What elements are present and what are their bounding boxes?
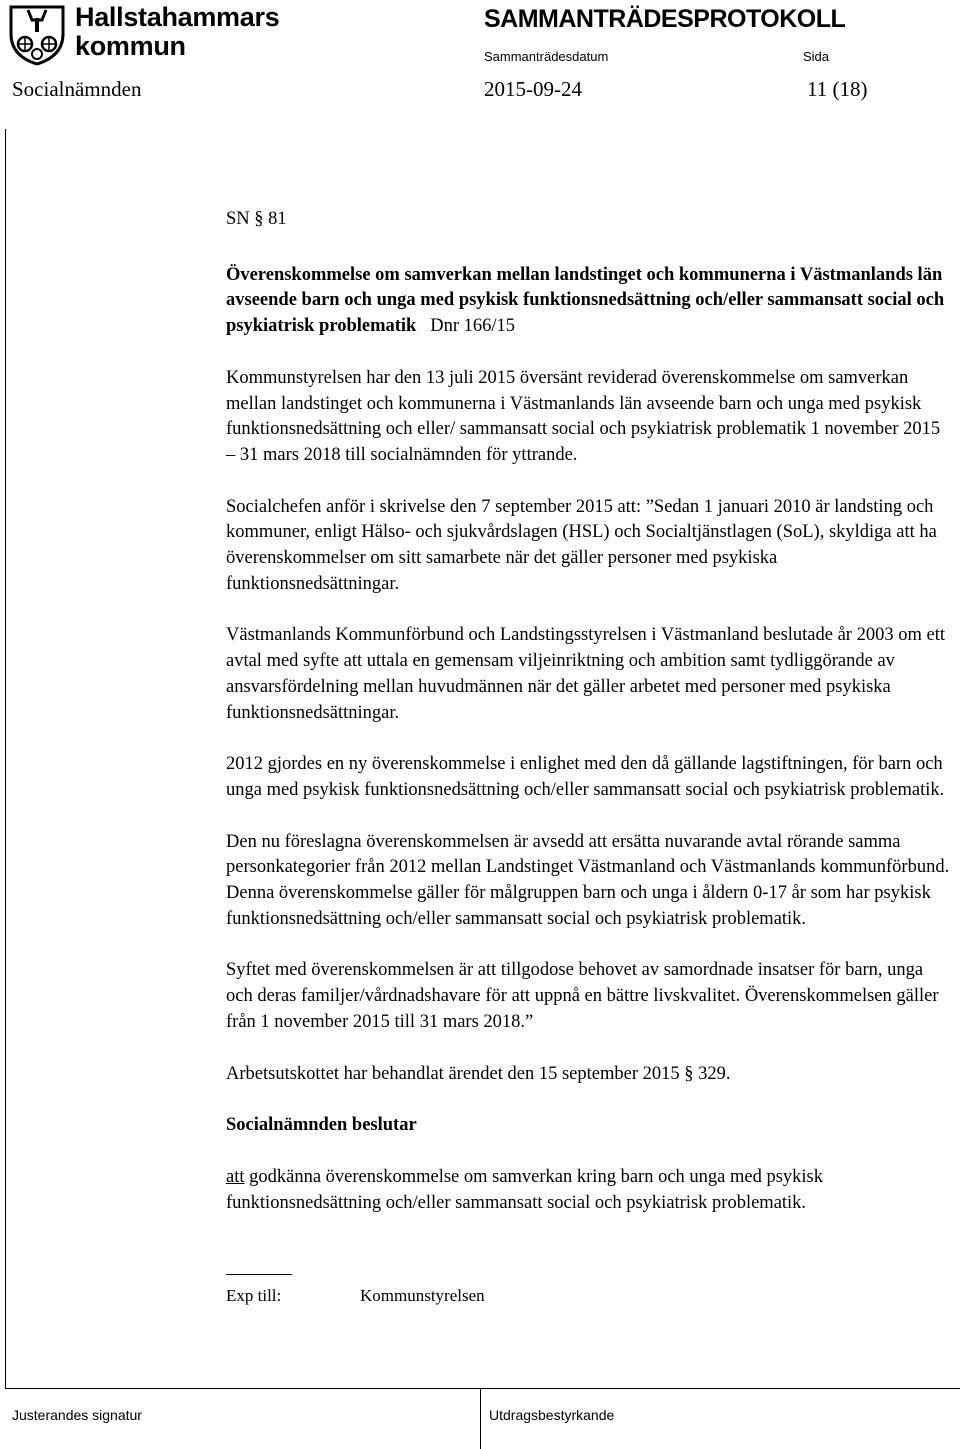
- meeting-date: 2015-09-24: [484, 77, 582, 101]
- committee-name: Socialnämnden: [12, 77, 142, 101]
- paragraph: Socialchefen anför i skrivelse den 7 september 2015 att: ”Sedan 1 januari 2010 är landsting och kommuner, enligt Hälso- och sjukvårdslagen (HSL) och Socialtjänstlagen (SoL), skyldiga att ha överenskommelser om sitt samarbete när det gäller personer med psykiska funktionsnedsättningar.: [226, 496, 937, 594]
- decision-text: [226, 1165, 954, 1216]
- left-margin-rule: [5, 129, 6, 1389]
- distribution-recipient: Kommunstyrelsen: [360, 1286, 485, 1306]
- distribution-list: [226, 1274, 954, 1309]
- document-title: SAMMANTRÄDESPROTOKOLL: [484, 5, 846, 33]
- signature-label: Justerandes signatur: [12, 1407, 142, 1423]
- organization-name-line2: kommun: [75, 31, 186, 61]
- page-label: Sida: [803, 49, 830, 64]
- page-number: 11 (18): [807, 77, 868, 101]
- paragraph: 2012 gjordes en ny överenskommelse i enlighet med den då gällande lagstiftningen, för barn och unga med psykisk funktionsnedsättning och/eller sammansatt social och psykiatrisk problematik.: [226, 754, 945, 800]
- organization-name: [75, 3, 279, 61]
- organization-name-line1: Hallstahammars: [75, 2, 280, 32]
- paragraph: Syftet med överenskommelsen är att tillgodose behovet av samordnade insatser för barn, unga och deras familjer/vårdnadshavare för att uppnå en bättre livskvalitet. Överenskommelsen gäller från 1 november 2015 till 31 mars 2018.”: [226, 960, 939, 1032]
- case-dnr: Dnr 166/15: [430, 316, 516, 337]
- paragraph: Den nu föreslagna överenskommelsen är avsedd att ersätta nuvarande avtal rörande samma personkategorier från 2012 mellan Landstinget Västmanland och Västmanlands kommunförbund. Denna överenskommelse gäller för målgruppen barn och unga i åldern 0-17 år som har psykisk funktionsnedsättning och/eller sammansatt social och psykiatrisk problematik.: [226, 831, 950, 929]
- decision-heading: Socialnämnden beslutar: [226, 1115, 417, 1136]
- case-title: [226, 263, 954, 340]
- decision-lead: att: [226, 1166, 245, 1187]
- footer-divider: [480, 1388, 481, 1449]
- meeting-date-label: Sammanträdesdatum: [484, 49, 609, 64]
- footer-rule: [5, 1388, 960, 1389]
- paragraph: Kommunstyrelsen har den 13 juli 2015 översänt reviderad överenskommelse om samverkan mellan landstinget och kommunerna i Västmanlands län avseende barn och unga med psykisk funktionsnedsättning och eller/ sammansatt social och psykiatrisk problematik 1 november 2015 – 31 mars 2018 till socialnämnden för yttrande.: [226, 367, 941, 465]
- paragraph: Arbetsutskottet har behandlat ärendet den 15 september 2015 § 329.: [226, 1063, 731, 1084]
- protocol-body: [226, 207, 954, 1309]
- extract-label: Utdragsbestyrkande: [489, 1407, 615, 1423]
- distribution-label: Exp till:: [226, 1286, 282, 1306]
- decision-body: godkänna överenskommelse om samverkan kring barn och unga med psykisk funktionsnedsättning och/eller sammansatt social och psykiatrisk problematik.: [226, 1166, 824, 1213]
- distribution-rule: [226, 1274, 292, 1275]
- case-title-text: Överenskommelse om samverkan mellan landstinget och kommunerna i Västmanlands län avseende barn och unga med psykisk funktionsnedsättning och/eller sammansatt social och psykiatrisk problematik: [226, 264, 945, 337]
- case-number: SN § 81: [226, 209, 287, 229]
- municipal-coat-of-arms-icon: [8, 4, 66, 66]
- paragraph: Västmanlands Kommunförbund och Landstingsstyrelsen i Västmanland beslutade år 2003 om ett avtal med syfte att uttala en gemensam viljeinriktning och ambition samt tydliggörande av ansvarsfördelning mellan huvudmännen när det gäller arbetet med personer med psykiska funktionsnedsättningar.: [226, 625, 945, 723]
